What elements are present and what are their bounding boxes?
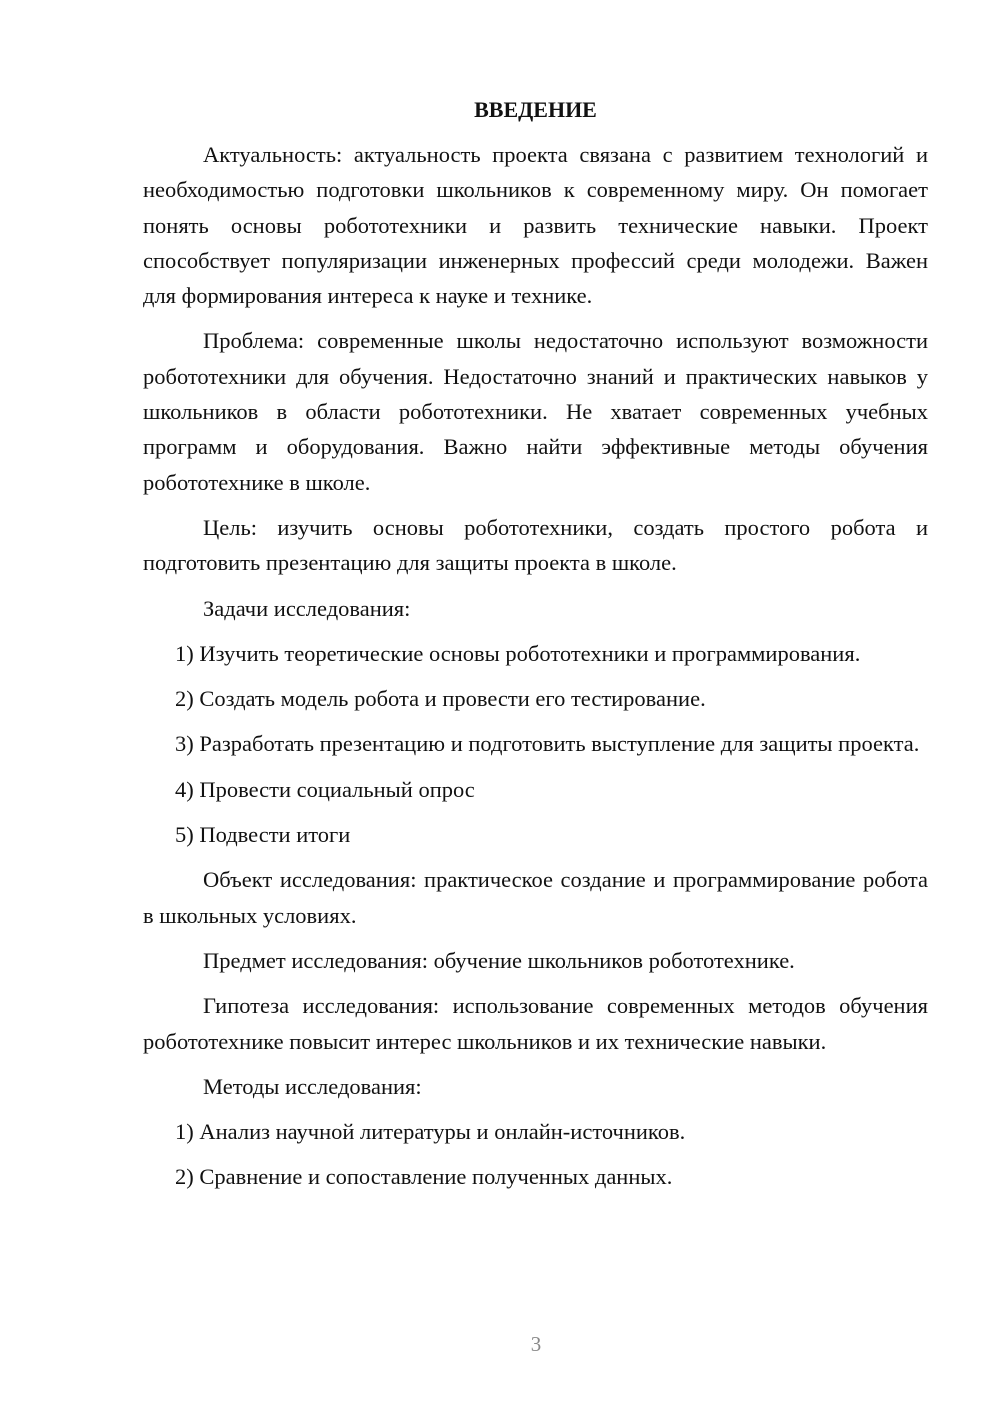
paragraph-problem: Проблема: современные школы недостаточно используют возможности робототехники для обучения. Недостаточно знаний и практических навыков у школьников в области робототехники. Не хватает современных учебных программ и оборудования. Важно найти эффективные методы обучения робототехнике в школе. [143, 328, 928, 495]
paragraph-goal: Цель: изучить основы робототехники, создать простого робота и подготовить презентацию для защиты проекта в школе. [143, 514, 928, 576]
paragraph-object: Объект исследования: практическое создание и программирование робота в школьных условиях. [143, 867, 928, 928]
page-number: 3 [530, 1332, 542, 1356]
paragraph-relevance: Актуальность: актуальность проекта связана с развитием технологий и необходимостью подготовки школьников к современному миру. Он помогает понять основы робототехники и развить технические навыки. Проект способствует популяризации инженерных профессий среди молодежи. Важен для формирования интереса к науке и технике. [143, 142, 928, 309]
section-title: ВВЕДЕНИЕ [474, 97, 597, 122]
paragraph-methods-heading: Методы исследования: [203, 1073, 422, 1099]
task-item-3: 3) Разработать презентацию и подготовить выступление для защиты проекта. [175, 731, 920, 757]
task-item-1: 1) Изучить теоретические основы робототехники и программирования. [175, 640, 861, 666]
paragraph-hypothesis: Гипотеза исследования: использование современных методов обучения робототехнике повысит интерес школьников и их технические навыки. [143, 993, 928, 1054]
paragraph-tasks-heading: Задачи исследования: [203, 595, 411, 621]
task-item-2: 2) Создать модель робота и провести его тестирование. [175, 686, 706, 712]
page-content [143, 92, 928, 1205]
method-item-2: 2) Сравнение и сопоставление полученных данных. [175, 1164, 673, 1190]
task-item-5: 5) Подвести итоги [175, 822, 351, 848]
task-item-4: 4) Провести социальный опрос [175, 776, 475, 802]
method-item-1: 1) Анализ научной литературы и онлайн-источников. [175, 1119, 686, 1145]
paragraph-subject: Предмет исследования: обучение школьников робототехнике. [203, 947, 795, 973]
